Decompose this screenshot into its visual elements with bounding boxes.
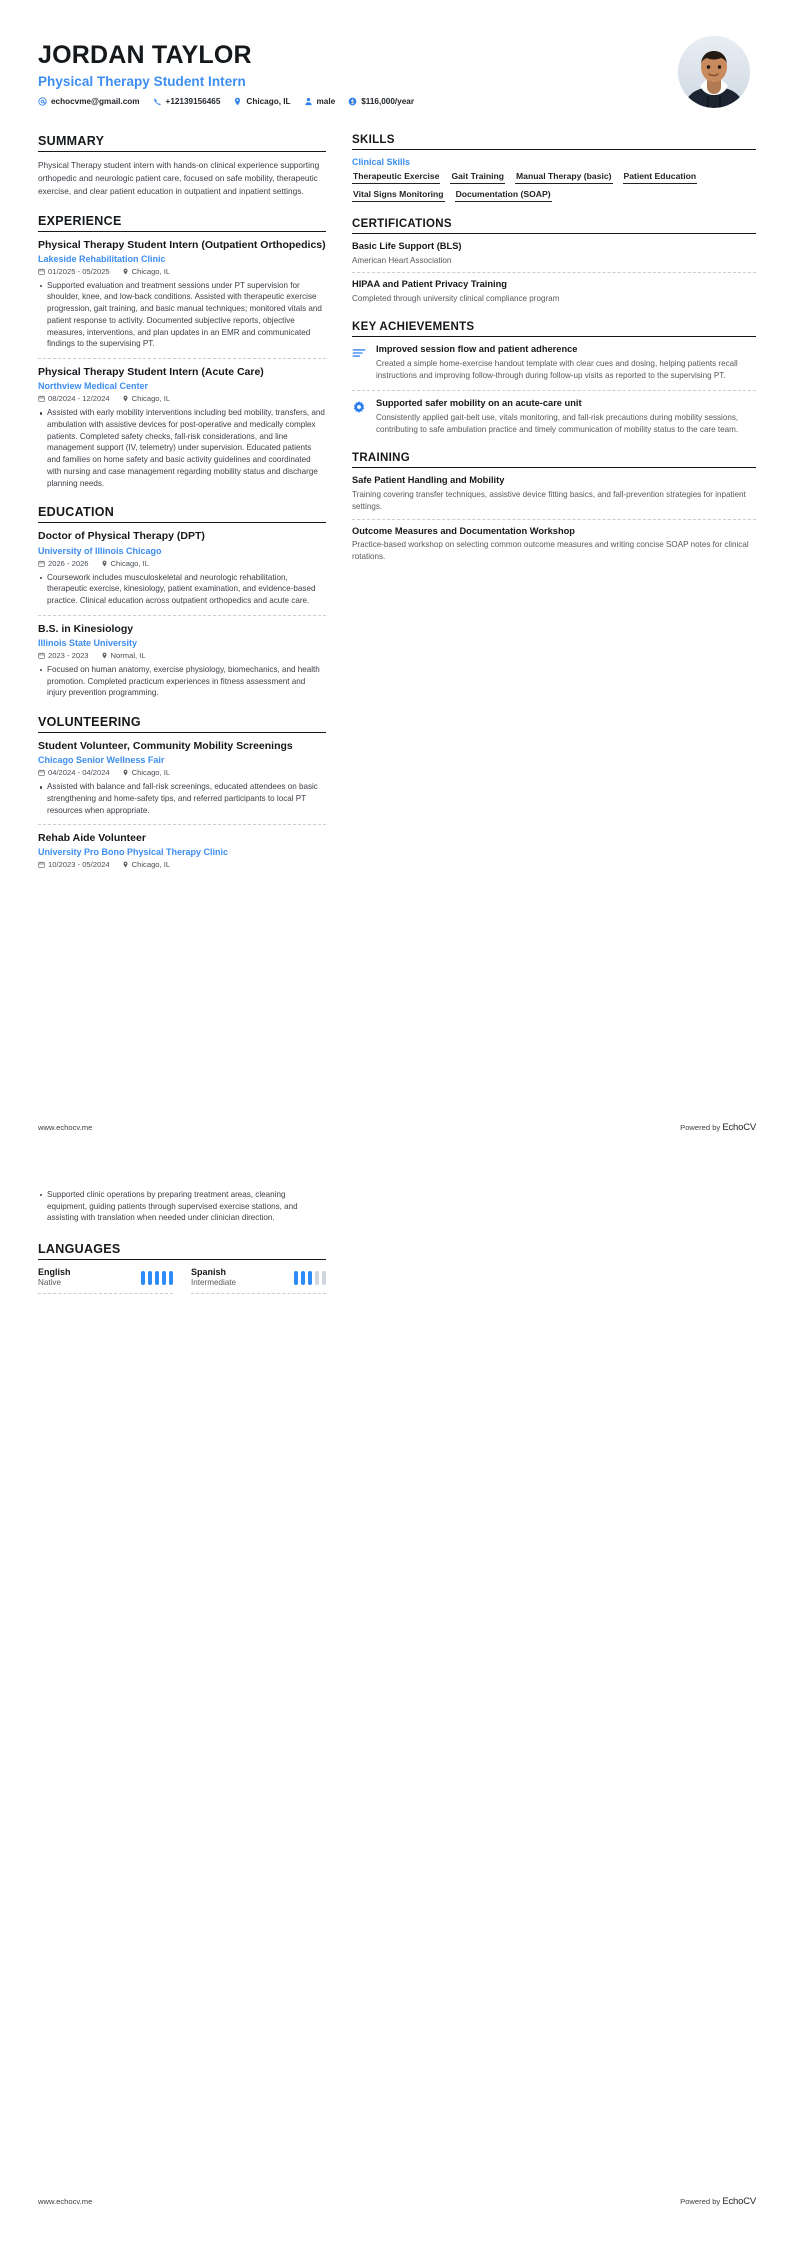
brand-name: EchoCV bbox=[722, 1122, 756, 1133]
level-bar bbox=[148, 1271, 153, 1285]
training-item bbox=[352, 526, 756, 563]
language-level-bars bbox=[294, 1271, 327, 1287]
section-training bbox=[352, 452, 756, 562]
salary-icon bbox=[348, 97, 357, 106]
section-volunteering bbox=[38, 715, 326, 869]
right-column bbox=[352, 134, 756, 579]
calendar-icon bbox=[38, 268, 45, 275]
language-level: Native bbox=[38, 1278, 61, 1288]
powered-by bbox=[680, 1122, 756, 1133]
entry-dates-text: 08/2024 - 12/2024 bbox=[48, 394, 110, 404]
entry-dates-text: 01/2025 - 05/2025 bbox=[48, 266, 110, 276]
level-bar bbox=[322, 1271, 327, 1285]
entry-location bbox=[101, 651, 146, 660]
certification-title: Basic Life Support (BLS) bbox=[352, 241, 462, 251]
language-name: English bbox=[38, 1267, 71, 1278]
section-certifications bbox=[352, 218, 756, 305]
entry-dates bbox=[38, 860, 110, 869]
gear-icon bbox=[352, 398, 368, 437]
training-desc: Training covering transfer techniques, assistive device fitting basics, and fall-prevention strategies for inpatient settings. bbox=[352, 490, 746, 511]
entry-location-text: Chicago, IL bbox=[131, 860, 171, 870]
achievement-item bbox=[352, 344, 756, 391]
languages-heading: LANGUAGES bbox=[38, 1242, 326, 1260]
entry-location-text: Chicago, IL bbox=[131, 394, 171, 404]
list-item: Assisted with early mobility interventions including bed mobility, transfers, and ambulation with assistive devices for post-operative and medically complex patients. Completed safety checks, fall-risk considerations, and line management support (IV, telemetry) under supervision. Educated patients and families on home safety and basic activity guidelines and coordinated with nursing and case management regarding mobility status and discharge planning needs. bbox=[38, 407, 326, 489]
training-heading: TRAINING bbox=[352, 452, 756, 468]
contact-gender-text: male bbox=[316, 96, 336, 106]
level-bar bbox=[169, 1271, 174, 1285]
entry-location-text: Chicago, IL bbox=[131, 266, 171, 276]
entry-dates-text: 2026 - 2026 bbox=[48, 558, 89, 568]
resume-page-1 bbox=[0, 0, 794, 885]
entry-location bbox=[122, 394, 170, 403]
list-item: Supported clinic operations by preparing treatment areas, cleaning equipment, guiding patients through supervised exercise stations, and assisting with translation when needed under clinician direction. bbox=[38, 1189, 326, 1224]
section-experience bbox=[38, 214, 326, 490]
calendar-icon bbox=[38, 861, 45, 868]
entry-org[interactable]: Northview Medical Center bbox=[38, 381, 149, 392]
entry-dates bbox=[38, 394, 110, 403]
header-identity bbox=[38, 36, 414, 106]
level-bar bbox=[162, 1271, 167, 1285]
entry-title: B.S. in Kinesiology bbox=[38, 622, 134, 635]
contact-gender bbox=[304, 97, 336, 106]
entry-org[interactable]: University Pro Bono Physical Therapy Clinic bbox=[38, 847, 229, 858]
training-item bbox=[352, 475, 756, 519]
language-item-english bbox=[38, 1267, 173, 1294]
person-icon bbox=[304, 97, 313, 106]
language-row bbox=[38, 1267, 326, 1294]
location-icon bbox=[122, 395, 129, 402]
location-icon bbox=[101, 560, 108, 567]
skills-group-label: Clinical Skills bbox=[352, 157, 411, 167]
achievement-title: Improved session flow and patient adherence bbox=[376, 343, 578, 354]
powered-prefix: Powered by bbox=[680, 1123, 723, 1132]
skills-heading: SKILLS bbox=[352, 134, 756, 150]
contact-salary bbox=[348, 97, 414, 106]
summary-heading: SUMMARY bbox=[38, 134, 326, 152]
contact-email[interactable] bbox=[38, 97, 140, 106]
footer-site[interactable]: www.echocv.me bbox=[38, 2197, 93, 2206]
language-level: Intermediate bbox=[191, 1278, 236, 1288]
lines-icon bbox=[352, 344, 368, 383]
entry-meta bbox=[38, 559, 326, 568]
contact-location-text: Chicago, IL bbox=[246, 96, 291, 106]
certification-title: HIPAA and Patient Privacy Training bbox=[352, 279, 507, 290]
skill-chip: Patient Education bbox=[623, 170, 698, 184]
level-bar bbox=[155, 1271, 160, 1285]
volunteering-entry bbox=[38, 832, 326, 869]
training-title: Outcome Measures and Documentation Workshop bbox=[352, 525, 575, 536]
contact-email-text: echocvme@gmail.com bbox=[51, 96, 140, 106]
entry-title: Rehab Aide Volunteer bbox=[38, 832, 146, 845]
certification-item bbox=[352, 241, 756, 273]
certification-issuer: American Heart Association bbox=[352, 255, 452, 265]
brand-name: EchoCV bbox=[722, 2196, 756, 2207]
certification-item bbox=[352, 279, 756, 304]
calendar-icon bbox=[38, 395, 45, 402]
resume-page-2 bbox=[0, 1185, 794, 1310]
section-skills bbox=[352, 134, 756, 202]
summary-text: Physical Therapy student intern with hands-on clinical experience supporting orthopedic and neurologic patient care, focused on safe mobility, therapeutic exercise, and clear patient education in outpatient and inpatient settings. bbox=[38, 160, 320, 196]
training-desc: Practice-based workshop on selecting common outcome measures and writing concise SOAP notes for clinical rotations. bbox=[352, 540, 749, 561]
entry-meta bbox=[38, 768, 326, 777]
achievement-desc: Created a simple home-exercise handout template with clear cues and dosing, helping patients recall instructions and improving follow-through during follow-up visits as reported to the supervising PT. bbox=[376, 359, 738, 381]
entry-bullets bbox=[38, 664, 326, 699]
entry-dates bbox=[38, 559, 89, 568]
key-achievements-heading: KEY ACHIEVEMENTS bbox=[352, 321, 756, 337]
entry-meta bbox=[38, 651, 326, 660]
contact-location bbox=[233, 97, 290, 106]
contact-phone[interactable] bbox=[153, 97, 221, 106]
entry-bullets bbox=[38, 781, 326, 816]
skill-chip: Documentation (SOAP) bbox=[455, 188, 552, 202]
achievement-body bbox=[376, 344, 756, 383]
resume-header bbox=[38, 30, 756, 108]
powered-prefix: Powered by bbox=[680, 2197, 723, 2206]
entry-org[interactable]: Illinois State University bbox=[38, 637, 138, 648]
certifications-heading: CERTIFICATIONS bbox=[352, 218, 756, 234]
achievement-desc: Consistently applied gait-belt use, vitals monitoring, and fall-risk precautions during mobility sessions, contributing to safe ambulation practice and timely communication of mobility status to the care team. bbox=[376, 413, 739, 435]
entry-location bbox=[122, 860, 170, 869]
calendar-icon bbox=[38, 769, 45, 776]
volunteering-heading: VOLUNTEERING bbox=[38, 715, 326, 733]
contact-row bbox=[38, 97, 414, 106]
education-entry bbox=[38, 623, 326, 699]
language-text bbox=[191, 1267, 236, 1287]
calendar-icon bbox=[38, 560, 45, 567]
training-title: Safe Patient Handling and Mobility bbox=[352, 475, 505, 486]
powered-by bbox=[680, 2196, 756, 2207]
entry-location bbox=[122, 267, 170, 276]
entry-meta bbox=[38, 267, 326, 276]
entry-bullets bbox=[38, 572, 326, 607]
education-heading: EDUCATION bbox=[38, 505, 326, 523]
section-education bbox=[38, 505, 326, 699]
entry-dates bbox=[38, 267, 110, 276]
experience-heading: EXPERIENCE bbox=[38, 214, 326, 232]
section-key-achievements bbox=[352, 321, 756, 437]
skill-chip-list bbox=[352, 170, 756, 202]
language-level-bars bbox=[141, 1271, 174, 1287]
skill-chip: Vital Signs Monitoring bbox=[352, 188, 445, 202]
resume-columns bbox=[38, 134, 756, 885]
entry-dates-text: 2023 - 2023 bbox=[48, 650, 89, 660]
language-item-spanish bbox=[191, 1267, 326, 1294]
entry-dates bbox=[38, 651, 89, 660]
contact-phone-text: +12139156465 bbox=[165, 96, 221, 106]
section-summary bbox=[38, 134, 326, 198]
education-entry bbox=[38, 530, 326, 615]
entry-title: Physical Therapy Student Intern (Acute Care) bbox=[38, 366, 264, 379]
level-bar bbox=[301, 1271, 306, 1285]
experience-entry bbox=[38, 366, 326, 489]
achievement-body bbox=[376, 398, 756, 437]
entry-location-text: Normal, IL bbox=[110, 650, 146, 660]
page-title: JORDAN TAYLOR bbox=[38, 41, 252, 69]
page-footer bbox=[0, 2196, 794, 2207]
entry-title: Student Volunteer, Community Mobility Screenings bbox=[38, 740, 293, 753]
location-icon bbox=[101, 652, 108, 659]
phone-icon bbox=[153, 97, 162, 106]
location-icon bbox=[122, 268, 129, 275]
achievement-title: Supported safer mobility on an acute-care unit bbox=[376, 397, 582, 408]
avatar bbox=[678, 36, 750, 108]
entry-dates-text: 04/2024 - 04/2024 bbox=[48, 768, 110, 778]
location-icon bbox=[233, 97, 242, 106]
entry-bullets bbox=[38, 407, 326, 489]
page-footer bbox=[0, 1122, 794, 1133]
entry-org[interactable]: Lakeside Rehabilitation Clinic bbox=[38, 253, 166, 264]
left-column bbox=[38, 134, 326, 885]
entry-location bbox=[101, 559, 149, 568]
skill-chip: Manual Therapy (basic) bbox=[515, 170, 613, 184]
skill-chip: Therapeutic Exercise bbox=[352, 170, 440, 184]
level-bar bbox=[294, 1271, 299, 1285]
volunteering-continued-bullets bbox=[38, 1189, 326, 1224]
list-item: Coursework includes musculoskeletal and neurologic rehabilitation, therapeutic exercise, kinesiology, patient examination, and evidence-based practice. Clinical education across outpatient orthopedics and acute care. bbox=[38, 572, 326, 607]
job-title: Physical Therapy Student Intern bbox=[38, 73, 246, 89]
entry-meta bbox=[38, 860, 326, 869]
contact-salary-text: $116,000/year bbox=[361, 96, 415, 106]
entry-title: Doctor of Physical Therapy (DPT) bbox=[38, 530, 205, 543]
level-bar bbox=[141, 1271, 146, 1285]
entry-meta bbox=[38, 394, 326, 403]
level-bar bbox=[308, 1271, 313, 1285]
list-item: Assisted with balance and fall-risk screenings, educated attendees on basic strengthening and home-safety tips, and referred participants to local PT resources when appropriate. bbox=[38, 781, 326, 816]
entry-location bbox=[122, 768, 170, 777]
entry-dates bbox=[38, 768, 110, 777]
location-icon bbox=[122, 769, 129, 776]
entry-org[interactable]: University of Illinois Chicago bbox=[38, 545, 162, 556]
email-icon bbox=[38, 97, 47, 106]
section-languages bbox=[38, 1242, 326, 1294]
skill-chip: Gait Training bbox=[450, 170, 505, 184]
entry-location-text: Chicago, IL bbox=[131, 768, 171, 778]
achievement-item bbox=[352, 398, 756, 437]
level-bar bbox=[315, 1271, 320, 1285]
experience-entry bbox=[38, 239, 326, 360]
volunteering-entry bbox=[38, 740, 326, 825]
language-name: Spanish bbox=[191, 1267, 227, 1278]
location-icon bbox=[122, 861, 129, 868]
page2-left-column bbox=[38, 1189, 326, 1294]
entry-bullets bbox=[38, 280, 326, 350]
entry-dates-text: 10/2023 - 05/2024 bbox=[48, 860, 110, 870]
entry-title: Physical Therapy Student Intern (Outpatient Orthopedics) bbox=[38, 238, 326, 251]
footer-site[interactable]: www.echocv.me bbox=[38, 1123, 93, 1132]
entry-location-text: Chicago, IL bbox=[110, 558, 149, 568]
entry-org[interactable]: Chicago Senior Wellness Fair bbox=[38, 755, 165, 766]
list-item: Focused on human anatomy, exercise physiology, biomechanics, and health promotion. Completed practicum experiences in fitness assessment and injury prevention programming. bbox=[38, 664, 326, 699]
language-text bbox=[38, 1267, 71, 1287]
certification-issuer: Completed through university clinical compliance program bbox=[352, 293, 560, 303]
list-item: Supported evaluation and treatment sessions under PT supervision for shoulder, knee, and low-back conditions. Assisted with therapeutic exercise progression, gait training, and basic manual techniques; monitored vitals and patient response to activity. Documented subjective reports, objective measures, interventions, and plan updates in an EMR and communicated findings to the supervising PT. bbox=[38, 280, 326, 350]
calendar-icon bbox=[38, 652, 45, 659]
